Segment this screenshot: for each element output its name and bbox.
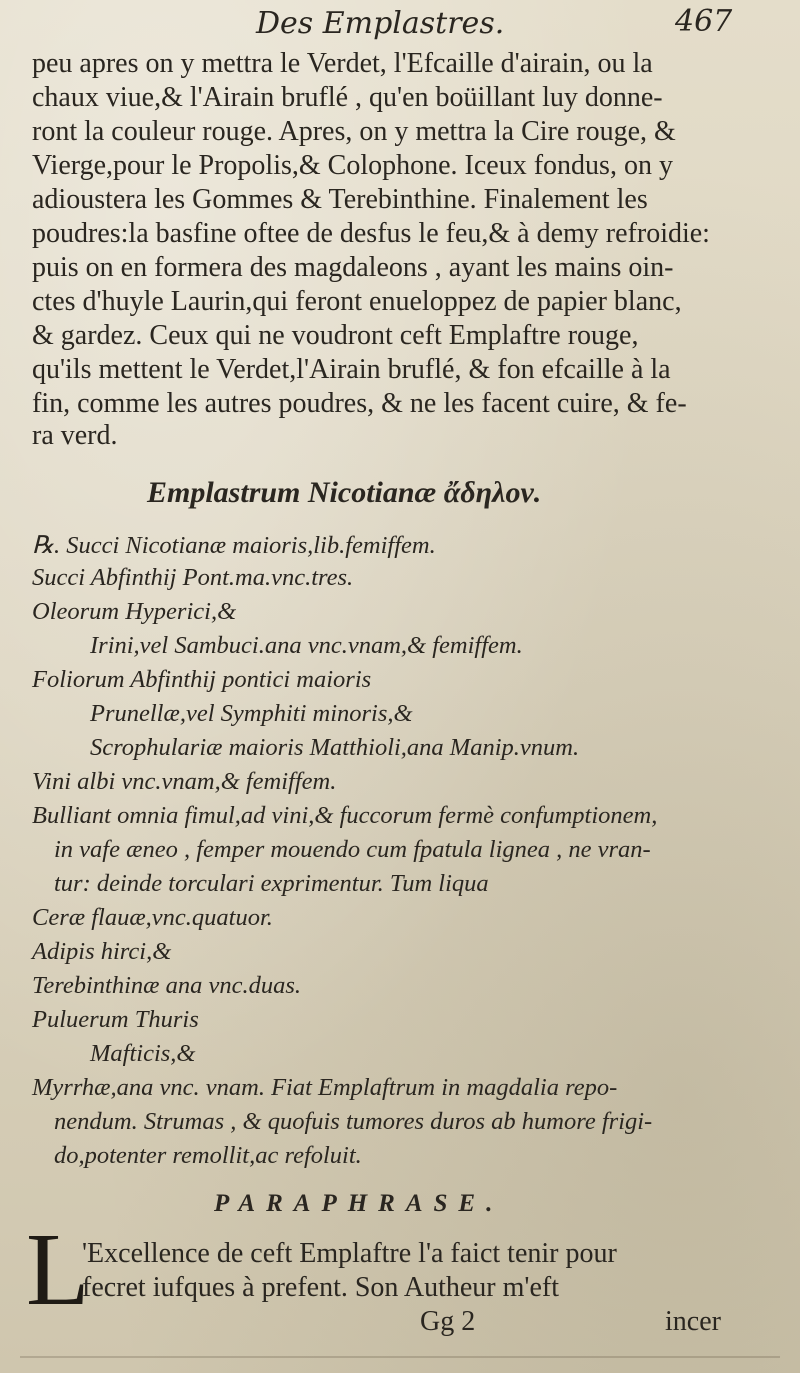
- page-number: 467: [675, 4, 733, 39]
- page-bottom-shadow: [20, 1356, 780, 1358]
- text-line: Vierge,pour le Propolis,& Colophone. Iceux fondus, on y: [32, 150, 673, 181]
- text-line: & gardez. Ceux qui ne voudront ceft Emplaftre rouge,: [32, 320, 639, 351]
- text-line: chaux viue,& l'Airain bruflé , qu'en boüillant luy donne-: [32, 82, 663, 113]
- recipe-line: Myrrhæ,ana vnc. vnam. Fiat Emplaftrum in magdalia repo-: [32, 1074, 618, 1101]
- recipe-line: Adipis hirci,&: [32, 938, 172, 965]
- recipe-line: nendum. Strumas , & quofuis tumores duros ab humore frigi-: [54, 1108, 653, 1135]
- recipe-line: Mafticis,&: [90, 1040, 196, 1067]
- recipe-line: ℞. Succi Nicotianæ maioris,lib.femiffem.: [32, 532, 436, 559]
- recipe-line: Succi Abfinthij Pont.ma.vnc.tres.: [32, 564, 354, 591]
- signature-mark: Gg 2: [420, 1306, 476, 1337]
- text-line: ront la couleur rouge. Apres, on y mettra la Cire rouge, &: [32, 116, 676, 147]
- recipe-line: Scrophulariæ maioris Matthioli,ana Manip.vnum.: [90, 734, 580, 761]
- text-line: ra verd.: [32, 420, 118, 451]
- section-heading: Emplastrum Nicotianæ ἄδηλον.: [147, 476, 542, 509]
- text-line: 'Excellence de ceft Emplaftre l'a faict tenir pour: [82, 1238, 617, 1269]
- recipe-line: in vafe æneo , femper mouendo cum fpatula lignea , ne vran-: [54, 836, 651, 863]
- recipe-line: Ceræ flauæ,vnc.quatuor.: [32, 904, 273, 931]
- text-line: fecret iufques à prefent. Son Autheur m'eft: [82, 1272, 559, 1303]
- text-line: peu apres on y mettra le Verdet, l'Efcaille d'airain, ou la: [32, 48, 653, 79]
- recipe-line: Oleorum Hyperici,&: [32, 598, 237, 625]
- running-header-title: Des Emplastres.: [256, 6, 505, 41]
- drop-cap: L: [26, 1212, 90, 1327]
- recipe-line: Bulliant omnia fimul,ad vini,& fuccorum fermè confumptionem,: [32, 802, 658, 829]
- recipe-line: Vini albi vnc.vnam,& femiffem.: [32, 768, 337, 795]
- recipe-line: tur: deinde torculari exprimentur. Tum liqua: [54, 870, 489, 897]
- paraphrase-heading: PARAPHRASE.: [214, 1190, 504, 1217]
- text-line: poudres:la basfine oftee de desfus le feu,& à demy refroidie:: [32, 218, 710, 249]
- recipe-line: Puluerum Thuris: [32, 1006, 199, 1033]
- recipe-line: Irini,vel Sambuci.ana vnc.vnam,& femiffem.: [90, 632, 523, 659]
- text-line: fin, comme les autres poudres, & ne les facent cuire, & fe-: [32, 388, 687, 419]
- recipe-line: Prunellæ,vel Symphiti minoris,&: [90, 700, 413, 727]
- text-line: ctes d'huyle Laurin,qui feront enueloppez de papier blanc,: [32, 286, 682, 317]
- text-line: puis on en formera des magdaleons , ayant les mains oin-: [32, 252, 674, 283]
- catchword: incer: [665, 1306, 721, 1337]
- text-line: adioustera les Gommes & Terebinthine. Finalement les: [32, 184, 648, 215]
- recipe-line: Terebinthinæ ana vnc.duas.: [32, 972, 302, 999]
- text-line: qu'ils mettent le Verdet,l'Airain bruflé, & fon efcaille à la: [32, 354, 671, 385]
- recipe-line: do,potenter remollit,ac refoluit.: [54, 1142, 362, 1169]
- recipe-line: Foliorum Abfinthij pontici maioris: [32, 666, 372, 693]
